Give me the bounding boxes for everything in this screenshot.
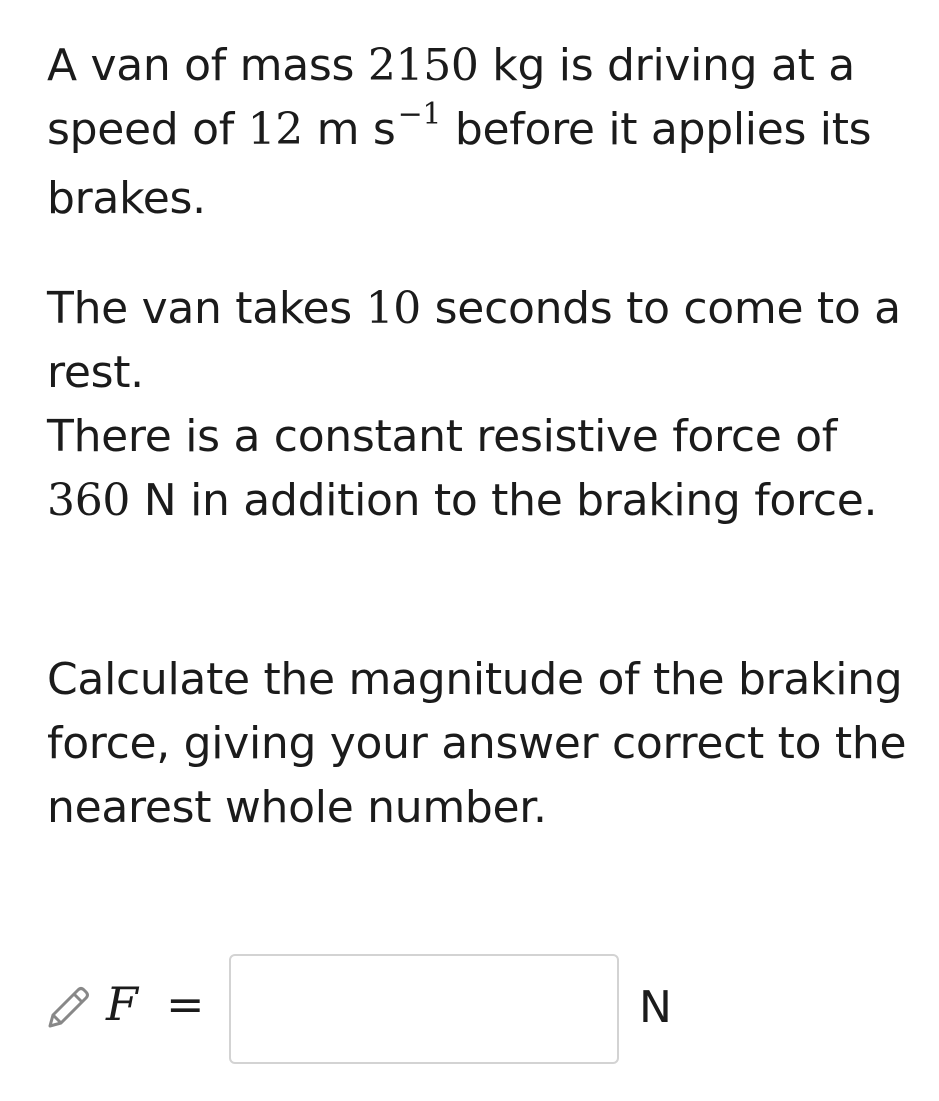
question-paragraph-1 bbox=[47, 34, 917, 231]
answer-unit: N bbox=[639, 982, 672, 1033]
speed-value: 12 bbox=[247, 104, 303, 155]
answer-row bbox=[44, 952, 724, 1066]
answer-input[interactable] bbox=[229, 954, 619, 1064]
text: There is a constant resistive force of bbox=[47, 411, 837, 462]
mass-value: 2150 bbox=[367, 40, 479, 91]
equals-sign: = bbox=[166, 977, 205, 1031]
time-value: 10 bbox=[365, 283, 421, 334]
question-paragraph-2 bbox=[47, 277, 917, 533]
pencil-icon bbox=[44, 982, 94, 1032]
text: before it applies its brakes. bbox=[47, 104, 872, 224]
text: The van takes bbox=[47, 283, 366, 334]
text: seconds to come to a rest. bbox=[47, 283, 901, 398]
answer-variable: F bbox=[106, 977, 138, 1031]
question-instruction: Calculate the magnitude of the braking force, giving your answer correct to the nearest whole number. bbox=[47, 654, 907, 833]
text: A van of mass bbox=[47, 40, 368, 91]
resistive-force-value: 360 bbox=[47, 475, 131, 526]
text: kg is driving at a speed of bbox=[47, 40, 855, 155]
speed-unit-exponent: −1 bbox=[397, 97, 442, 132]
text: N in addition to the braking force. bbox=[130, 475, 878, 526]
speed-unit: m s bbox=[303, 104, 396, 155]
